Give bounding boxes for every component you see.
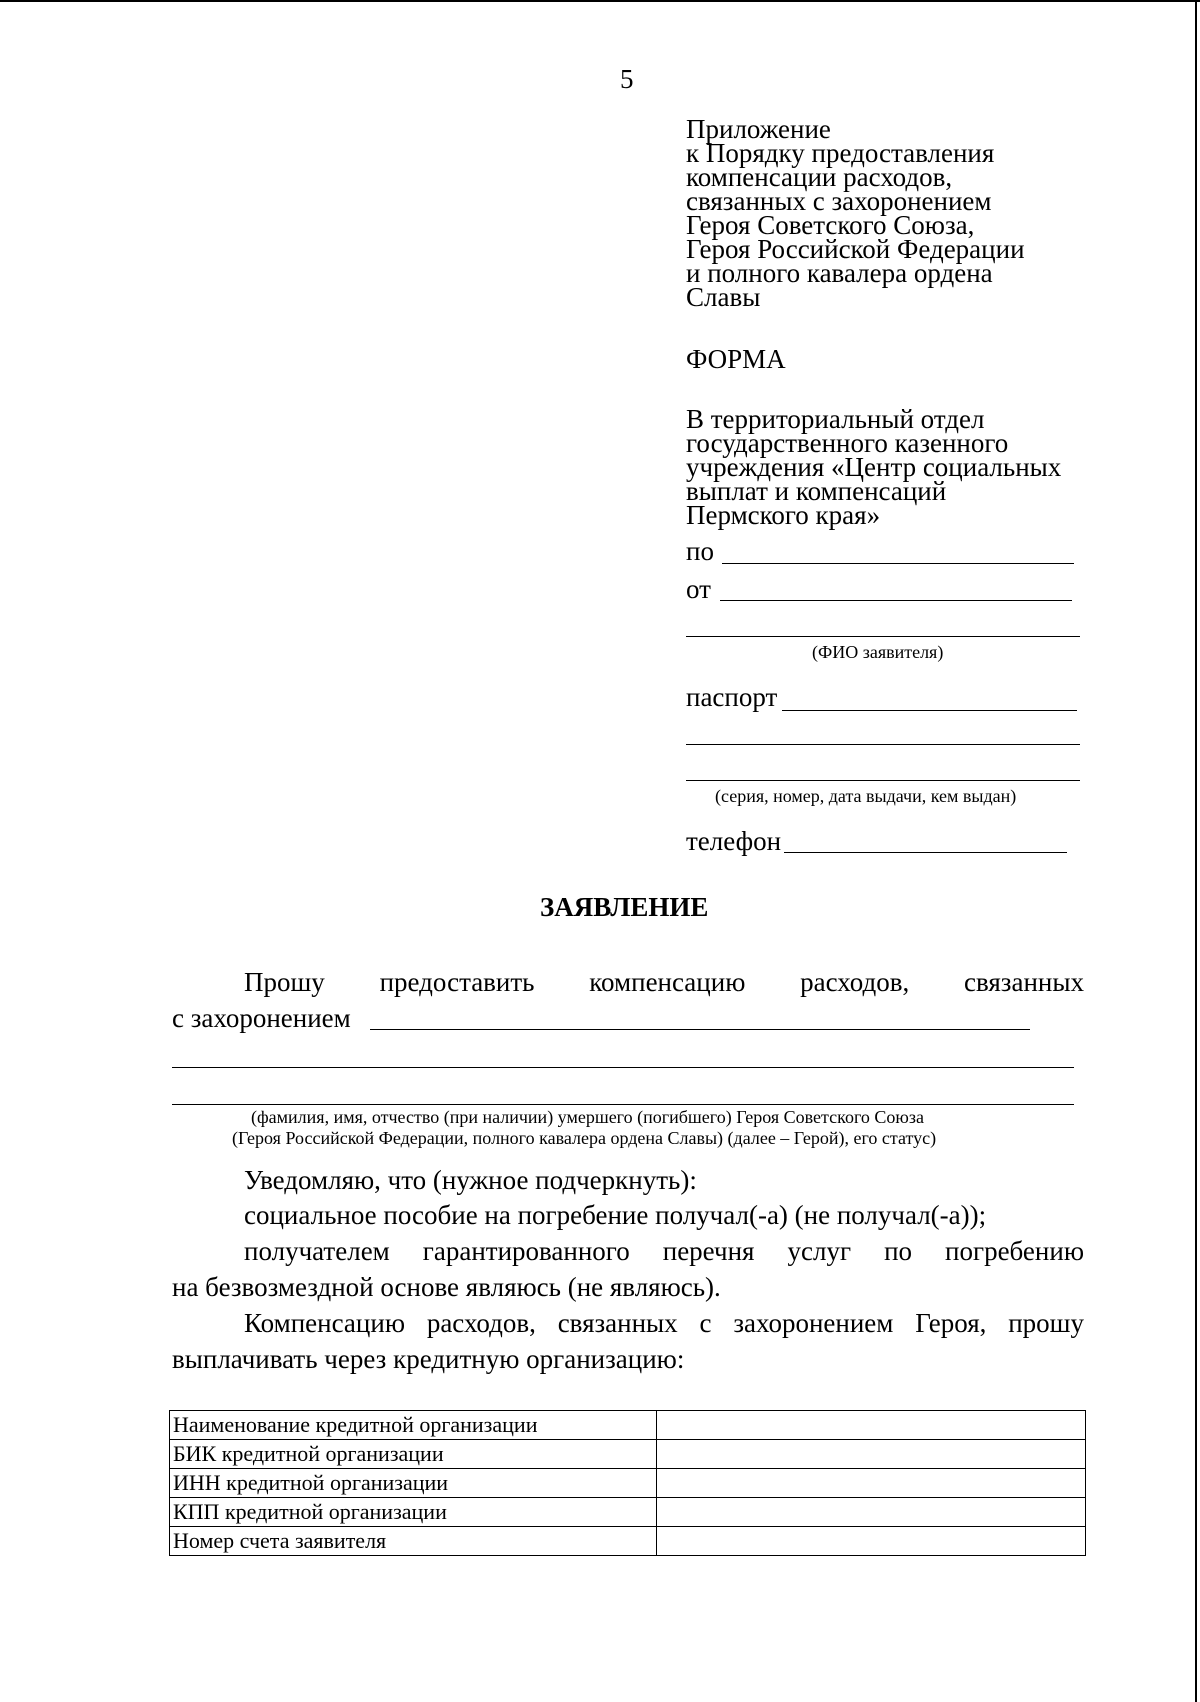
passport-caption: (серия, номер, дата выдачи, кем выдан) [715, 786, 1017, 806]
hero-line-1[interactable] [370, 1029, 1030, 1030]
fio-caption: (ФИО заявителя) [812, 642, 944, 662]
bank-row-label: КПП кредитной организации [170, 1498, 657, 1527]
request-word: расходов, [800, 967, 910, 997]
request-word: Прошу [244, 967, 325, 997]
notify-word: услуг [787, 1236, 852, 1266]
bank-details-table [169, 1410, 1086, 1556]
addressee-line: учреждения «Центр социальных [686, 452, 1062, 482]
passport-line-1[interactable] [782, 710, 1077, 711]
document-title: ЗАЯВЛЕНИЕ [540, 892, 709, 922]
annex-line: и полного кавалера ордена [686, 258, 993, 288]
hero-line-2[interactable] [172, 1067, 1074, 1068]
notify-word: гарантированного [422, 1236, 630, 1266]
field-po-label: по [686, 536, 714, 566]
notify-line-4: на безвозмездной основе являюсь (не являюсь). [172, 1272, 721, 1302]
bank-row-label: БИК кредитной организации [170, 1440, 657, 1469]
payment-word: прошу [1008, 1308, 1084, 1338]
payment-word: связанных [557, 1308, 678, 1338]
payment-line-2: выплачивать через кредитную организацию: [172, 1344, 685, 1374]
field-passport-label: паспорт [686, 682, 778, 712]
bank-row-label: Номер счета заявителя [170, 1527, 657, 1556]
addressee-line: В территориальный отдел [686, 404, 985, 434]
table-row [170, 1440, 1086, 1469]
bank-row-value[interactable] [657, 1498, 1086, 1527]
phone-line[interactable] [784, 852, 1067, 853]
addressee-line: государственного казенного [686, 428, 1009, 458]
request-word: связанных [964, 967, 1084, 997]
hero-caption-2: (Героя Российской Федерации, полного кавалера ордена Славы) (далее – Герой), его статус) [232, 1128, 937, 1148]
passport-line-3[interactable] [686, 780, 1080, 781]
hero-line-3[interactable] [172, 1104, 1074, 1105]
bank-row-value[interactable] [657, 1469, 1086, 1498]
request-line [244, 969, 1084, 996]
table-row [170, 1498, 1086, 1527]
notify-line-3 [244, 1238, 1084, 1265]
bank-row-value[interactable] [657, 1527, 1086, 1556]
field-ot-line[interactable] [720, 600, 1072, 601]
notify-word: перечня [662, 1236, 755, 1266]
annex-line: к Порядку предоставления [686, 138, 995, 168]
addressee-line: выплат и компенсаций [686, 476, 947, 506]
notify-line-1: Уведомляю, что (нужное подчеркнуть): [244, 1165, 697, 1195]
addressee-line: Пермского края» [686, 500, 881, 530]
table-row [170, 1411, 1086, 1440]
field-phone-label: телефон [686, 826, 782, 856]
notify-line-2: социальное пособие на погребение получал(-а) (не получал(-а)); [244, 1200, 987, 1230]
annex-line: компенсации расходов, [686, 162, 953, 192]
annex-line: Героя Российской Федерации [686, 234, 1025, 264]
bank-row-label: Наименование кредитной организации [170, 1411, 657, 1440]
scan-border-top [0, 0, 1200, 2]
page-number: 5 [620, 64, 634, 94]
annex-line: связанных с захоронением [686, 186, 992, 216]
annex-line: Славы [686, 282, 761, 312]
field-po-line[interactable] [722, 563, 1074, 564]
payment-word: расходов, [426, 1308, 536, 1338]
bank-row-value[interactable] [657, 1411, 1086, 1440]
payment-word: захоронением [733, 1308, 894, 1338]
notify-word: погребению [945, 1236, 1084, 1266]
notify-word: получателем [244, 1236, 390, 1266]
request-word: компенсацию [589, 967, 746, 997]
field-ot-label: от [686, 574, 711, 604]
payment-word: Компенсацию [244, 1308, 405, 1338]
annex-line: Приложение [686, 114, 831, 144]
notify-word: по [884, 1236, 913, 1266]
bank-row-value[interactable] [657, 1440, 1086, 1469]
bank-row-label: ИНН кредитной организации [170, 1469, 657, 1498]
request-continuation: с захоронением [172, 1003, 351, 1033]
payment-line-1 [244, 1310, 1084, 1337]
request-word: предоставить [379, 967, 535, 997]
annex-line: Героя Советского Союза, [686, 210, 975, 240]
table-row [170, 1469, 1086, 1498]
payment-word: Героя, [915, 1308, 987, 1338]
passport-line-2[interactable] [686, 744, 1080, 745]
payment-word: с [699, 1308, 712, 1338]
hero-caption-1: (фамилия, имя, отчество (при наличии) умершего (погибшего) Героя Советского Союза [251, 1107, 924, 1127]
table-row [170, 1527, 1086, 1556]
fio-line[interactable] [686, 636, 1080, 637]
scan-border-right [1195, 0, 1197, 1702]
form-label: ФОРМА [686, 344, 786, 374]
